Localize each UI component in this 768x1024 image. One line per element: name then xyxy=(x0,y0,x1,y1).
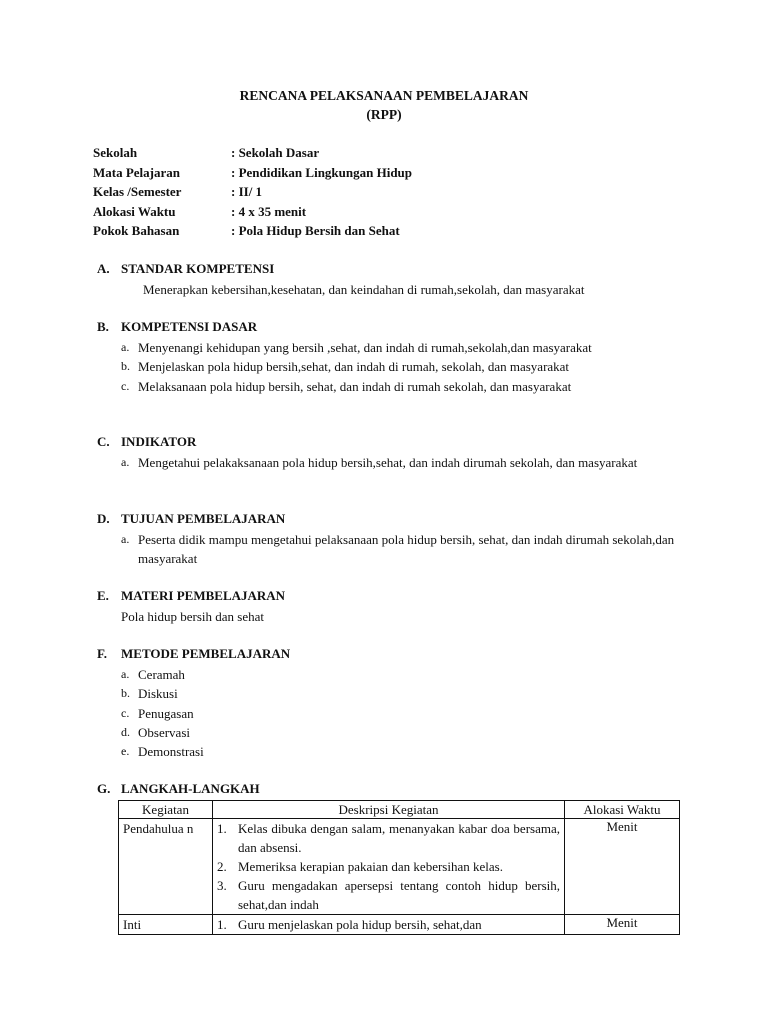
list-item xyxy=(121,530,697,569)
column-header-deskripsi: Deskripsi Kegiatan xyxy=(213,801,565,819)
document-subtitle: (RPP) xyxy=(366,107,402,122)
table-row xyxy=(119,819,680,915)
cell-alokasi: Menit xyxy=(565,915,680,935)
info-value: : 4 x 35 menit xyxy=(231,203,307,219)
section-metode-pembelajaran xyxy=(97,646,697,761)
section-materi-pembelajaran xyxy=(97,588,697,626)
list-text: Peserta didik mampu mengetahui pelaksanaan pola hidup bersih, sehat, dan indah dirumah sekolah,dan masyarakat xyxy=(138,532,675,567)
section-letter: C. xyxy=(97,434,110,449)
list-marker: b. xyxy=(121,359,130,374)
list-item xyxy=(121,357,697,376)
step-item xyxy=(217,819,560,857)
info-label: Mata Pelajaran xyxy=(93,164,181,180)
info-row-pokok-bahasan xyxy=(93,223,412,243)
list-item xyxy=(121,704,697,723)
step-number: 3. xyxy=(217,878,227,893)
step-text: Guru menjelaskan pola hidup bersih, sehat,dan xyxy=(238,917,482,932)
section-heading xyxy=(97,781,697,800)
list-marker: d. xyxy=(121,724,130,739)
section-list xyxy=(97,665,697,761)
list-marker: a. xyxy=(121,532,130,546)
cell-deskripsi xyxy=(213,819,565,915)
section-letter: D. xyxy=(97,511,110,526)
section-title: INDIKATOR xyxy=(121,434,197,449)
section-list xyxy=(97,338,697,396)
section-heading xyxy=(97,511,697,530)
list-marker: e. xyxy=(121,744,130,759)
list-text: Demonstrasi xyxy=(138,744,204,760)
step-item xyxy=(217,915,560,934)
step-text: Kelas dibuka dengan salam, menanyakan kabar doa bersama, dan absensi. xyxy=(238,821,560,855)
document-title: RENCANA PELAKSANAAN PEMBELAJARAN xyxy=(239,88,529,103)
list-text: Melaksanaan pola hidup bersih, sehat, dan indah di rumah sekolah, dan masyarakat xyxy=(138,378,572,394)
info-label: Sekolah xyxy=(93,145,138,160)
info-value: : Pendidikan Lingkungan Hidup xyxy=(231,164,413,180)
list-text: Ceramah xyxy=(138,667,185,682)
section-title: STANDAR KOMPETENSI xyxy=(121,261,275,276)
table-header-row xyxy=(119,801,680,819)
list-text: Menjelaskan pola hidup bersih,sehat, dan indah di rumah, sekolah, dan masyarakat xyxy=(138,359,570,375)
step-number: 1. xyxy=(217,917,227,932)
list-marker: a. xyxy=(121,667,130,681)
section-letter: B. xyxy=(97,319,109,334)
section-heading xyxy=(97,588,697,607)
info-row-mata-pelajaran xyxy=(93,165,412,185)
list-item xyxy=(121,665,697,684)
section-list xyxy=(97,530,697,569)
list-item xyxy=(121,723,697,742)
step-text: Guru mengadakan apersepsi tentang contoh hidup bersih, sehat,dan indah xyxy=(238,878,560,912)
step-number: 2. xyxy=(217,859,227,874)
section-letter: F. xyxy=(97,646,107,661)
section-kompetensi-dasar xyxy=(97,319,697,396)
info-row-sekolah xyxy=(93,145,412,165)
column-header-alokasi: Alokasi Waktu xyxy=(565,801,680,819)
info-row-alokasi-waktu xyxy=(93,204,412,224)
list-item xyxy=(121,453,697,472)
list-marker: c. xyxy=(121,705,130,720)
section-title: MATERI PEMBELAJARAN xyxy=(121,588,286,603)
info-value: : Sekolah Dasar xyxy=(231,145,320,160)
list-text: Menyenangi kehidupan yang bersih ,sehat, dan indah di rumah,sekolah,dan masyarakat xyxy=(138,340,592,355)
list-marker: a. xyxy=(121,340,130,354)
steps-table xyxy=(118,800,680,935)
section-langkah-langkah xyxy=(97,781,697,800)
section-title: LANGKAH-LANGKAH xyxy=(121,781,260,796)
info-block xyxy=(93,145,412,243)
list-item xyxy=(121,684,697,703)
list-item xyxy=(121,338,697,357)
section-heading xyxy=(97,319,697,338)
step-text: Memeriksa kerapian pakaian dan kebersihan kelas. xyxy=(238,859,503,874)
table-row xyxy=(119,915,680,935)
section-heading xyxy=(97,261,697,280)
section-heading xyxy=(97,434,697,453)
cell-kegiatan: Inti xyxy=(119,915,213,935)
section-text: Pola hidup bersih dan sehat xyxy=(121,609,264,624)
info-label: Alokasi Waktu xyxy=(93,203,176,219)
section-heading xyxy=(97,646,697,665)
list-text: Mengetahui pelakaksanaan pola hidup bersih,sehat, dan indah dirumah sekolah, dan masyarakat xyxy=(138,455,638,470)
section-indikator xyxy=(97,434,697,472)
info-label: Kelas /Semester xyxy=(93,184,182,199)
section-text: Menerapkan kebersihan,kesehatan, dan keindahan di rumah,sekolah, dan masyarakat xyxy=(143,282,585,297)
list-text: Observasi xyxy=(138,724,190,740)
list-item xyxy=(121,742,697,761)
section-title: KOMPETENSI DASAR xyxy=(121,319,258,334)
list-marker: c. xyxy=(121,378,130,393)
section-letter: G. xyxy=(97,781,111,796)
cell-deskripsi xyxy=(213,915,565,935)
info-value: : II/ 1 xyxy=(231,184,263,199)
section-list xyxy=(97,453,697,472)
info-value: : Pola Hidup Bersih dan Sehat xyxy=(231,223,400,238)
step-item xyxy=(217,857,560,876)
info-label: Pokok Bahasan xyxy=(93,223,180,238)
list-item xyxy=(121,377,697,396)
cell-kegiatan: Pendahulua n xyxy=(119,819,213,915)
step-item xyxy=(217,876,560,914)
step-number: 1. xyxy=(217,821,227,836)
list-marker: a. xyxy=(121,455,130,469)
section-title: TUJUAN PEMBELAJARAN xyxy=(121,511,286,526)
section-letter: A. xyxy=(97,261,110,276)
info-row-kelas-semester xyxy=(93,184,412,204)
section-title: METODE PEMBELAJARAN xyxy=(121,646,291,661)
list-text: Penugasan xyxy=(138,705,194,721)
column-header-kegiatan: Kegiatan xyxy=(119,801,213,819)
section-tujuan-pembelajaran xyxy=(97,511,697,569)
cell-alokasi: Menit xyxy=(565,819,680,915)
list-text: Diskusi xyxy=(138,686,178,702)
list-marker: b. xyxy=(121,686,130,701)
section-letter: E. xyxy=(97,588,109,603)
section-standar-kompetensi xyxy=(97,261,697,299)
